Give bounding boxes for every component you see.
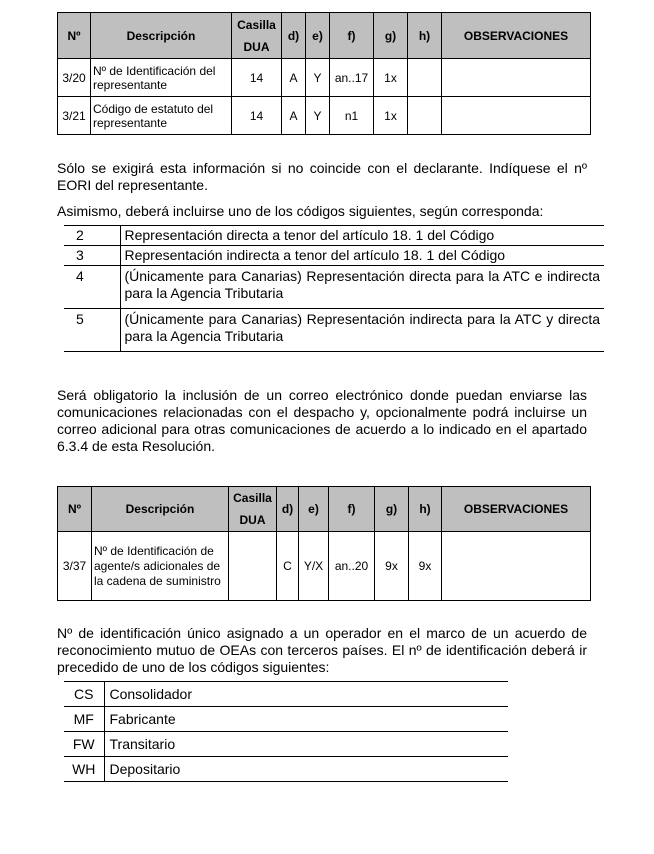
cell-d: C (277, 532, 299, 601)
cell-f: an..20 (329, 532, 375, 601)
cell-f: an..17 (330, 59, 374, 97)
cell-h (408, 97, 442, 135)
cell-g: 1x (374, 97, 408, 135)
cell-casilla: 14 (232, 59, 282, 97)
cell-casilla: 14 (232, 97, 282, 135)
list-item (64, 682, 508, 707)
cell-descripcion: Código de estatuto del representante (91, 97, 232, 135)
representation-codes-table (64, 225, 604, 352)
cell-descripcion: Nº de Identificación de agente/s adicionales de la cadena de suministro (92, 532, 229, 601)
list-item (64, 757, 508, 782)
cell-g: 9x (375, 532, 409, 601)
table-row (58, 59, 591, 97)
code-description: Consolidador (104, 682, 508, 707)
cell-observaciones (442, 59, 591, 97)
code-description: Representación directa a tenor del artículo 18. 1 del Código (120, 226, 604, 246)
code-description: Fabricante (104, 707, 508, 732)
cell-no: 3/20 (58, 59, 91, 97)
code-cell: 5 (64, 309, 120, 352)
table-3-37 (57, 486, 591, 601)
code-cell: WH (64, 757, 104, 782)
cell-e: Y (306, 59, 330, 97)
cell-d: A (282, 97, 306, 135)
header-f: f) (330, 13, 374, 59)
code-description: Representación indirecta a tenor del artículo 18. 1 del Código (120, 246, 604, 266)
header-f: f) (329, 487, 375, 532)
list-item (64, 732, 508, 757)
header-h: h) (408, 13, 442, 59)
cell-e: Y/X (299, 532, 329, 601)
header-no: Nº (58, 487, 92, 532)
table-header-row (58, 13, 591, 59)
cell-no: 3/37 (58, 532, 92, 601)
code-description: Transitario (104, 732, 508, 757)
code-cell: MF (64, 707, 104, 732)
cell-no: 3/21 (58, 97, 91, 135)
list-item (64, 707, 508, 732)
cell-observaciones (442, 97, 591, 135)
code-description: (Únicamente para Canarias) Representación directa para la ATC e indirecta para la Agencia Tributaria (120, 266, 604, 309)
code-cell: CS (64, 682, 104, 707)
table-3-20-3-21 (57, 12, 591, 135)
list-item (64, 309, 604, 352)
paragraph-codigos-intro: Asimismo, deberá incluirse uno de los códigos siguientes, según corresponda: (57, 203, 544, 219)
paragraph-oea-identificacion: Nº de identificación único asignado a un operador en el marco de un acuerdo de reconocimiento mutuo de OEAs con terceros países. El nº de identificación deberá ir precedido de uno de los códigos siguientes: (57, 625, 587, 675)
cell-d: A (282, 59, 306, 97)
table-header-row (58, 487, 591, 532)
cell-descripcion: Nº de Identificación del representante (91, 59, 232, 97)
cell-e: Y (306, 97, 330, 135)
list-item (64, 246, 604, 266)
header-observaciones: OBSERVACIONES (442, 13, 591, 59)
paragraph-correo-electronico: Será obligatorio la inclusión de un correo electrónico donde puedan enviarse las comunicaciones relacionadas con el despacho y, opcionalmente podrá incluirse un correo adicional para otras comunicaciones de acuerdo a lo indicado en el apartado 6.3.4 de esta Resolución. (57, 387, 587, 454)
table-row (58, 97, 591, 135)
operator-codes-table (64, 681, 508, 782)
cell-h: 9x (409, 532, 442, 601)
header-descripcion: Descripción (92, 487, 229, 532)
code-cell: FW (64, 732, 104, 757)
cell-g: 1x (374, 59, 408, 97)
code-description: Depositario (104, 757, 508, 782)
header-d: d) (277, 487, 299, 532)
code-cell: 2 (64, 226, 120, 246)
header-g: g) (375, 487, 409, 532)
cell-casilla (229, 532, 277, 601)
list-item (64, 266, 604, 309)
list-item (64, 226, 604, 246)
header-g: g) (374, 13, 408, 59)
cell-observaciones (442, 532, 591, 601)
cell-f: n1 (330, 97, 374, 135)
code-description: (Únicamente para Canarias) Representación indirecta para la ATC y directa para la Agencia Tributaria (120, 309, 604, 352)
header-e: e) (299, 487, 329, 532)
header-e: e) (306, 13, 330, 59)
header-no: Nº (58, 13, 91, 59)
header-observaciones: OBSERVACIONES (442, 487, 591, 532)
header-casilla-dua: Casilla DUA (232, 13, 282, 59)
code-cell: 3 (64, 246, 120, 266)
cell-h (408, 59, 442, 97)
paragraph-representante-info: Sólo se exigirá esta información si no coincide con el declarante. Indíquese el nº EORI del representante. (57, 160, 587, 193)
header-h: h) (409, 487, 442, 532)
table-row (58, 532, 591, 601)
header-d: d) (282, 13, 306, 59)
header-descripcion: Descripción (91, 13, 232, 59)
code-cell: 4 (64, 266, 120, 309)
header-casilla-dua: Casilla DUA (229, 487, 277, 532)
